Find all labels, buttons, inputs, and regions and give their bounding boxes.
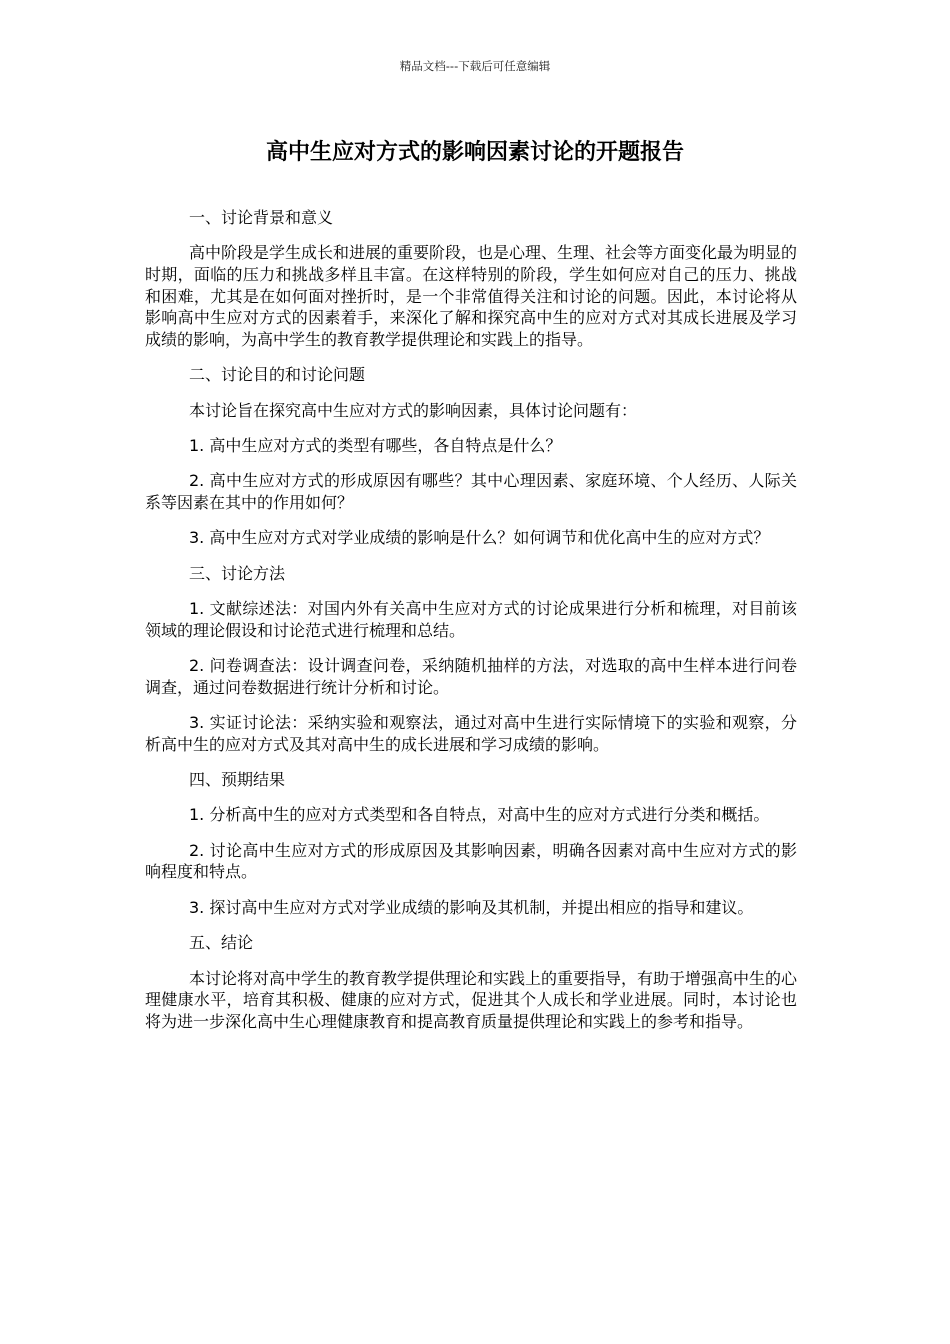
result-item-2: 2. 讨论高中生应对方式的形成原因及其影响因素，明确各因素对高中生应对方式的影响程度和特点。 bbox=[145, 840, 797, 882]
method-item-3: 3. 实证讨论法：采纳实验和观察法，通过对高中生进行实际情境下的实验和观察，分析高中生的应对方式及其对高中生的成长进展和学习成绩的影响。 bbox=[145, 713, 797, 754]
heading-conclusion: 五、结论 bbox=[189, 933, 254, 953]
paragraph-purpose-intro: 本讨论旨在探究高中生应对方式的影响因素，具体讨论问题有： bbox=[189, 400, 638, 420]
method-item-2: 2. 问卷调查法：设计调查问卷，采纳随机抽样的方法，对选取的高中生样本进行问卷调查，通过问卷数据进行统计分析和讨论。 bbox=[145, 656, 797, 697]
document-title: 高中生应对方式的影响因素讨论的开题报告 bbox=[265, 140, 684, 165]
question-item-2: 2. 高中生应对方式的形成原因有哪些？其中心理因素、家庭环境、个人经历、人际关系等因素在其中的作用如何？ bbox=[145, 471, 797, 512]
heading-background: 一、讨论背景和意义 bbox=[189, 208, 334, 227]
header-note: 精品文档---下载后可任意编辑 bbox=[399, 59, 551, 73]
document-body bbox=[145, 207, 797, 1046]
result-item-1: 1. 分析高中生的应对方式类型和各自特点，对高中生的应对方式进行分类和概括。 bbox=[189, 805, 770, 825]
paragraph-background: 高中阶段是学生成长和进展的重要阶段，也是心理、生理、社会等方面变化最为明显的时期，面临的压力和挑战多样且丰富。在这样特别的阶段，学生如何应对自己的压力、挑战和困难，尤其是在如何面对挫折时，是一个非常值得关注和讨论的问题。因此，本讨论将从影响高中生应对方式的因素着手，来深化了解和探究高中生的应对方式对其成长进展及学习成绩的影响，为高中学生的教育教学提供理论和实践上的指导。 bbox=[145, 243, 798, 349]
heading-expected-results: 四、预期结果 bbox=[189, 770, 286, 790]
question-item-3: 3. 高中生应对方式对学业成绩的影响是什么？如何调节和优化高中生的应对方式？ bbox=[189, 528, 770, 548]
method-item-1: 1. 文献综述法：对国内外有关高中生应对方式的讨论成果进行分析和梳理，对目前该领域的理论假设和讨论范式进行梳理和总结。 bbox=[145, 599, 797, 640]
result-item-3: 3. 探讨高中生应对方式对学业成绩的影响及其机制，并提出相应的指导和建议。 bbox=[189, 897, 754, 917]
paragraph-conclusion: 本讨论将对高中学生的教育教学提供理论和实践上的重要指导，有助于增强高中生的心理健康水平，培育其积极、健康的应对方式，促进其个人成长和学业进展。同时，本讨论也将为进一步深化高中生心理健康教育和提高教育质量提供理论和实践上的参考和指导。 bbox=[145, 968, 798, 1031]
question-item-1: 1. 高中生应对方式的类型有哪些，各自特点是什么？ bbox=[189, 435, 562, 455]
heading-methods: 三、讨论方法 bbox=[189, 563, 286, 583]
heading-purpose: 二、讨论目的和讨论问题 bbox=[189, 365, 366, 385]
